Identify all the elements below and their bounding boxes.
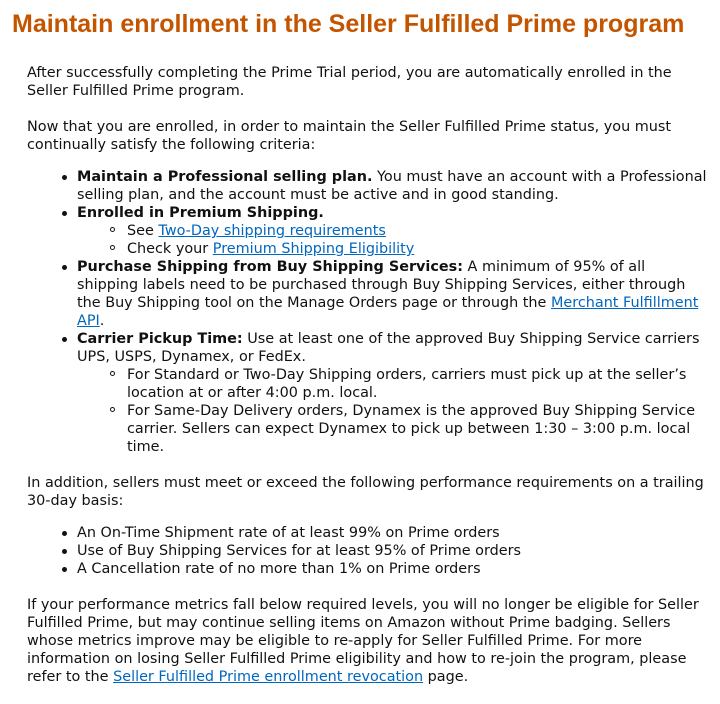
criteria-list [27,168,707,456]
criteria-pickup-heading: Carrier Pickup Time: [77,331,243,347]
pickup-subitem-same-day: For Same-Day Delivery orders, Dynamex is the approved Buy Shipping Service carrier. Sellers can expect Dynamex to pick up between 1:30 – 3:00 p.m. local time. [77,402,707,456]
pickup-subitem-standard: For Standard or Two-Day Shipping orders, carriers must pick up at the seller’s location at or after 4:00 p.m. local. [77,366,707,402]
premium-subitem-requirements [77,222,707,240]
performance-list [27,524,707,578]
criteria-premium-heading: Enrolled in Premium Shipping. [77,205,324,221]
premium-sub2-prefix: Check your [127,241,213,257]
performance-item: An On-Time Shipment rate of at least 99% on Prime orders [27,524,707,542]
criteria-item-plan [27,168,707,204]
article-body [27,64,707,704]
closing-text: If your performance metrics fall below required levels, you will no longer be eligible for Seller Fulfilled Prime, but may continue selling items on Amazon without Prime badging. Sellers whose metrics improve may be eligible to re-apply for Seller Fulfilled Prime. For more information on losing Seller Fulfilled Prime eligibility and how to re-join the program, please refer to the [27,597,699,685]
premium-sublist [77,222,707,258]
criteria-buy-shipping-text: A minimum of 95% of all shipping labels need to be purchased through Buy Shipping Services, either through the Buy Shipping tool on the Manage Orders page or through the [77,259,686,311]
criteria-pickup-text: Use at least one of the approved Buy Shipping Service carriers UPS, USPS, Dynamex, or FedEx. [77,331,700,365]
closing-suffix: page. [423,669,469,685]
premium-eligibility-link[interactable]: Premium Shipping Eligibility [212,241,415,257]
pickup-sublist [77,366,707,456]
closing-paragraph [27,596,707,686]
criteria-plan-heading: Maintain a Professional selling plan. [77,169,373,185]
intro-paragraph: After successfully completing the Prime Trial period, you are automatically enrolled in the Seller Fulfilled Prime program. [27,65,672,99]
criteria-plan-text: You must have an account with a Professional selling plan, and the account must be active and in good standing. [77,169,707,203]
enrollment-revocation-link[interactable]: Seller Fulfilled Prime enrollment revocation [113,669,424,685]
premium-sub1-prefix: See [127,223,159,239]
criteria-item-premium [27,204,707,258]
performance-intro-paragraph: In addition, sellers must meet or exceed the following performance requirements on a trailing 30-day basis: [27,475,704,509]
criteria-buy-shipping-heading: Purchase Shipping from Buy Shipping Services: [77,259,463,275]
criteria-item-pickup [27,330,707,456]
criteria-intro-paragraph: Now that you are enrolled, in order to maintain the Seller Fulfilled Prime status, you must continually satisfy the following criteria: [27,119,672,153]
merchant-fulfillment-api-link[interactable]: Merchant Fulfillment API [77,295,699,329]
performance-item: Use of Buy Shipping Services for at least 95% of Prime orders [27,542,707,560]
two-day-requirements-link[interactable]: Two-Day shipping requirements [158,223,386,239]
criteria-item-buy-shipping [27,258,707,330]
criteria-buy-shipping-suffix: . [99,313,105,329]
page-title: Maintain enrollment in the Seller Fulfilled Prime program [12,10,685,38]
performance-item: A Cancellation rate of no more than 1% on Prime orders [27,560,707,578]
premium-subitem-eligibility [77,240,707,258]
